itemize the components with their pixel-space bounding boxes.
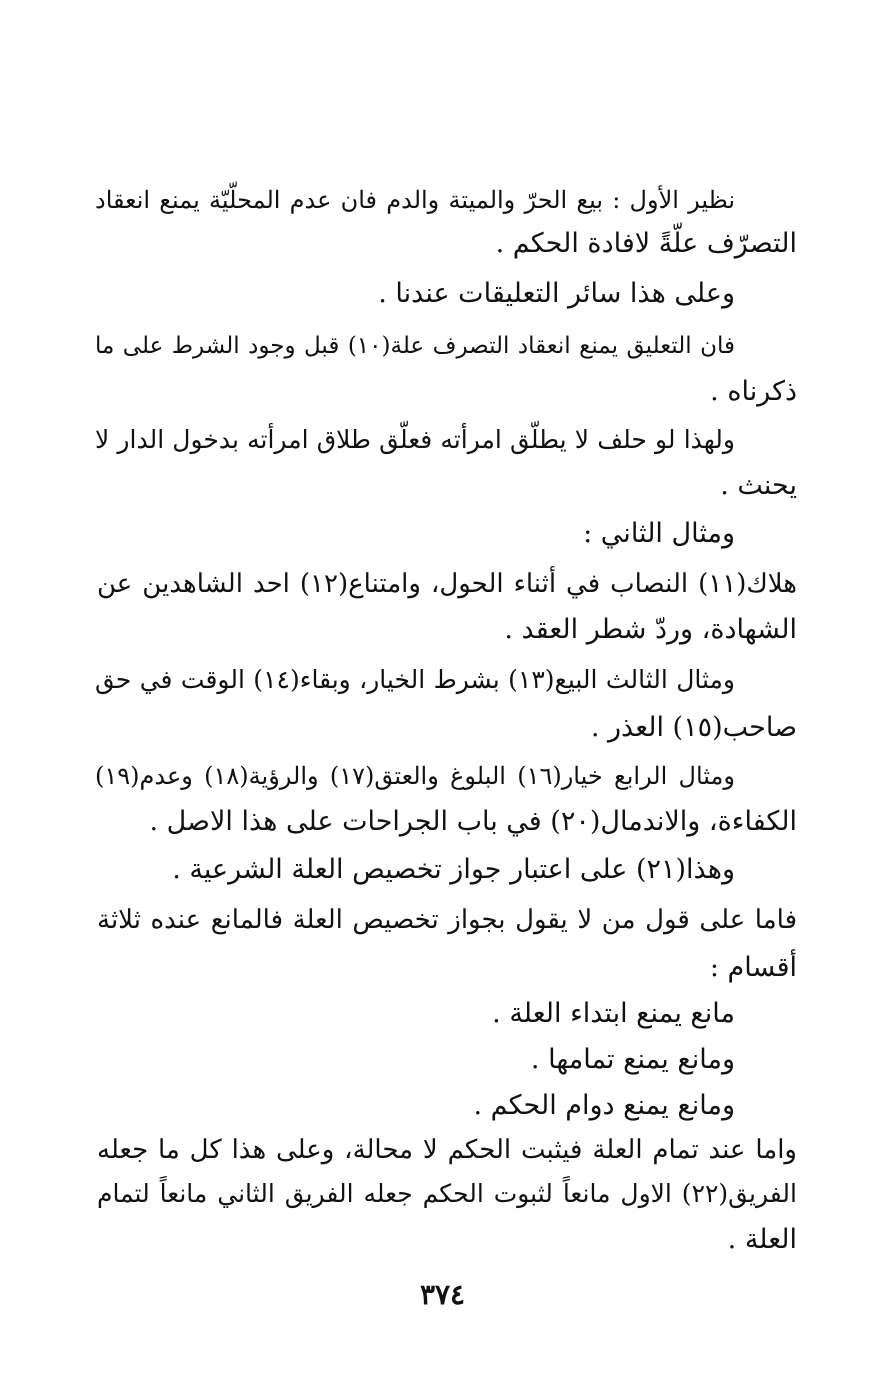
text-line: نظير الأول : بيع الحرّ والميتة والدم فان عدم المحلّيّة يمنع انعقاد — [95, 186, 735, 214]
text-line: وهذا(٢١) على اعتبار جواز تخصيص العلة الشرعية . — [172, 854, 735, 885]
text-line: ومثال الثاني : — [583, 518, 735, 549]
text-line: العلة . — [727, 1224, 797, 1255]
text-line: ومثال الثالث البيع(١٣) بشرط الخيار، وبقاء(١٤) الوقت في حق — [95, 665, 735, 694]
text-line: ومانع يمنع دوام الحكم . — [473, 1090, 735, 1121]
text-line: صاحب(١٥) العذر . — [590, 712, 797, 743]
text-line: ومثال الرابع خيار(١٦) البلوغ والعتق(١٧) والرؤية(١٨) وعدم(١٩) — [95, 762, 735, 790]
text-line: أقسام : — [709, 952, 797, 983]
text-line: الشهادة، وردّ شطر العقد . — [504, 614, 797, 645]
text-line: فاما على قول من لا يقول بجواز تخصيص العلة فالمانع عنده ثلاثة — [97, 905, 797, 935]
text-line: ذكرناه . — [710, 376, 797, 407]
text-line: واما عند تمام العلة فيثبت الحكم لا محالة، وعلى هذا كل ما جعله — [97, 1135, 797, 1165]
text-line: ولهذا لو حلف لا يطلّق امرأته فعلّق طلاق امرأته بدخول الدار لا — [95, 425, 735, 454]
text-line: يحنث . — [720, 470, 797, 501]
text-line: وعلى هذا سائر التعليقات عندنا . — [378, 278, 735, 309]
text-line: التصرّف علّةً لافادة الحكم . — [495, 228, 797, 259]
text-line: الكفاءة، والاندمال(٢٠) في باب الجراحات على هذا الاصل . — [149, 806, 797, 837]
text-line: الفريق(٢٢) الاول مانعاً لثبوت الحكم جعله الفريق الثاني مانعاً لتمام — [97, 1179, 797, 1208]
text-line: ومانع يمنع تمامها . — [530, 1044, 735, 1075]
page-number: ٣٧٤ — [419, 1278, 466, 1311]
text-line: مانع يمنع ابتداء العلة . — [492, 998, 735, 1029]
text-line: فان التعليق يمنع انعقاد التصرف علة(١٠) قبل وجود الشرط على ما — [95, 333, 735, 359]
text-line: هلاك(١١) النصاب في أثناء الحول، وامتناع(١٢) احد الشاهدين عن — [97, 569, 797, 599]
